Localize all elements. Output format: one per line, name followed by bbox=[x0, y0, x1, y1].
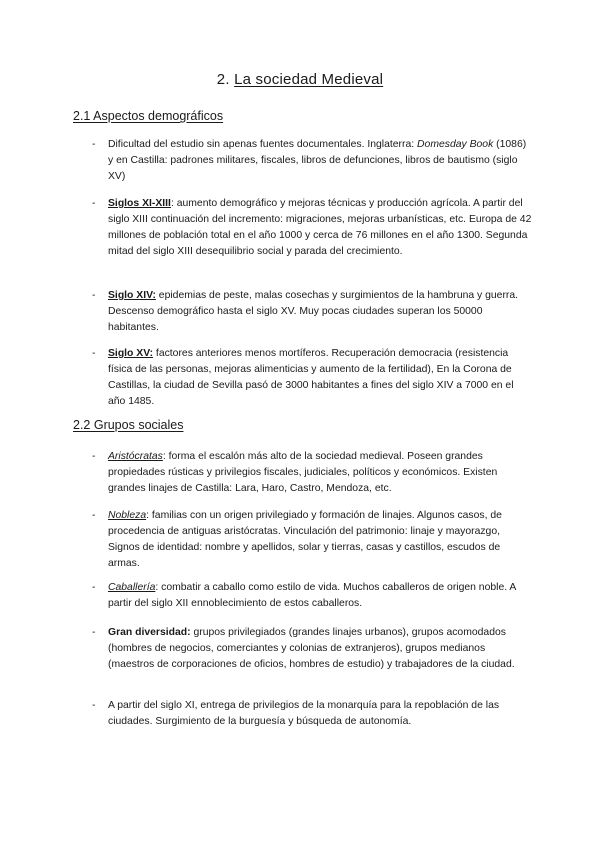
bullet-dash: - bbox=[92, 510, 96, 521]
title-text: La sociedad Medieval bbox=[234, 71, 384, 88]
bullet-dash: - bbox=[92, 198, 96, 209]
list-item bbox=[92, 625, 532, 673]
bullet-dash: - bbox=[92, 700, 96, 711]
list-item bbox=[92, 698, 532, 730]
bullet-dash: - bbox=[92, 627, 96, 638]
item-term: Siglo XIV: bbox=[108, 290, 156, 301]
item-text: Dificultad del estudio sin apenas fuentes documentales. Inglaterra: bbox=[108, 139, 418, 150]
item-text: grupos privilegiados (grandes linajes urbanos), grupos acomodados (hombres de negocios, comerciantes y colonias de extranjeros), grupos medianos (maestros de corporaciones de oficios, hombres de estudio) y trabajadores de la ciudad. bbox=[108, 627, 515, 670]
bullet-dash: - bbox=[92, 451, 96, 462]
item-italic: Domesday Book bbox=[417, 139, 494, 150]
item-term: Aristócratas bbox=[108, 451, 163, 462]
item-term: Siglo XV: bbox=[108, 348, 154, 359]
section-heading-grupos: 2.2 Grupos sociales bbox=[73, 418, 184, 432]
item-text: : familias con un origen privilegiado y formación de linajes. Algunos casos, de procedencia de antiguas aristócratas. Vinculación del patrimonio: linaje y mayorazgo, Signos de identidad: nombre y apellidos, solar y tierras, casas y castillos, escudos de armas. bbox=[108, 510, 502, 569]
bullet-dash: - bbox=[92, 348, 96, 359]
bullet-dash: - bbox=[92, 582, 96, 593]
item-text: : combatir a caballo como estilo de vida. Muchos caballeros de origen noble. A partir del siglo XII ennoblecimiento de estos caballeros. bbox=[108, 582, 516, 609]
item-text: : forma el escalón más alto de la sociedad medieval. Poseen grandes propiedades rústicas y privilegios fiscales, judiciales, políticos y económicos. Existen grandes linajes de Castilla: Lara, Haro, Castro, Mendoza, etc. bbox=[108, 451, 498, 494]
item-text: (1086) y en Castilla: padrones militares, fiscales, libros de defunciones, libros de bautismo (siglo XV) bbox=[108, 139, 527, 182]
list-item bbox=[92, 580, 532, 612]
item-term: Siglos XI-XIII bbox=[108, 198, 171, 209]
item-term: Gran diversidad: bbox=[108, 627, 191, 638]
section-heading-demografia: 2.1 Aspectos demográficos bbox=[73, 109, 224, 123]
title-number: 2. bbox=[216, 71, 230, 88]
list-item bbox=[92, 508, 532, 572]
bullet-dash: - bbox=[92, 139, 96, 150]
list-item bbox=[92, 449, 532, 497]
list-item bbox=[92, 346, 532, 410]
item-text: : aumento demográfico y mejoras técnicas y producción agrícola. A partir del siglo XIII continuación del incremento: migraciones, mejoras urbanísticas, etc. Europa de 42 millones de población total en el año 1000 y cerca de 76 millones en el año 1300. Segunda mitad del siglo XIII desequilibrio social y parada del crecimiento. bbox=[108, 198, 532, 257]
item-text: A partir del siglo XI, entrega de privilegios de la monarquía para la repoblación de las ciudades. Surgimiento de la burguesía y búsqueda de autonomía. bbox=[108, 700, 500, 727]
item-term: Caballería bbox=[108, 582, 156, 593]
item-term: Nobleza bbox=[108, 510, 147, 521]
item-text: epidemias de peste, malas cosechas y surgimientos de la hambruna y guerra. Descenso demográfico hasta el siglo XV. Muy pocas ciudades superan los 50000 habitantes. bbox=[108, 290, 519, 333]
page-title bbox=[0, 71, 600, 88]
list-item bbox=[92, 196, 532, 260]
item-text: factores anteriores menos mortíferos. Recuperación democracia (resistencia física de las personas, mejoras alimenticias y aumento de la fertilidad), En la Corona de Castillas, la ciudad de Sevilla pasó de 3000 habitantes a fines del siglo XIV a 7000 en el año 1485. bbox=[108, 348, 514, 407]
list-item bbox=[92, 137, 532, 185]
bullet-dash: - bbox=[92, 290, 96, 301]
list-item bbox=[92, 288, 532, 336]
